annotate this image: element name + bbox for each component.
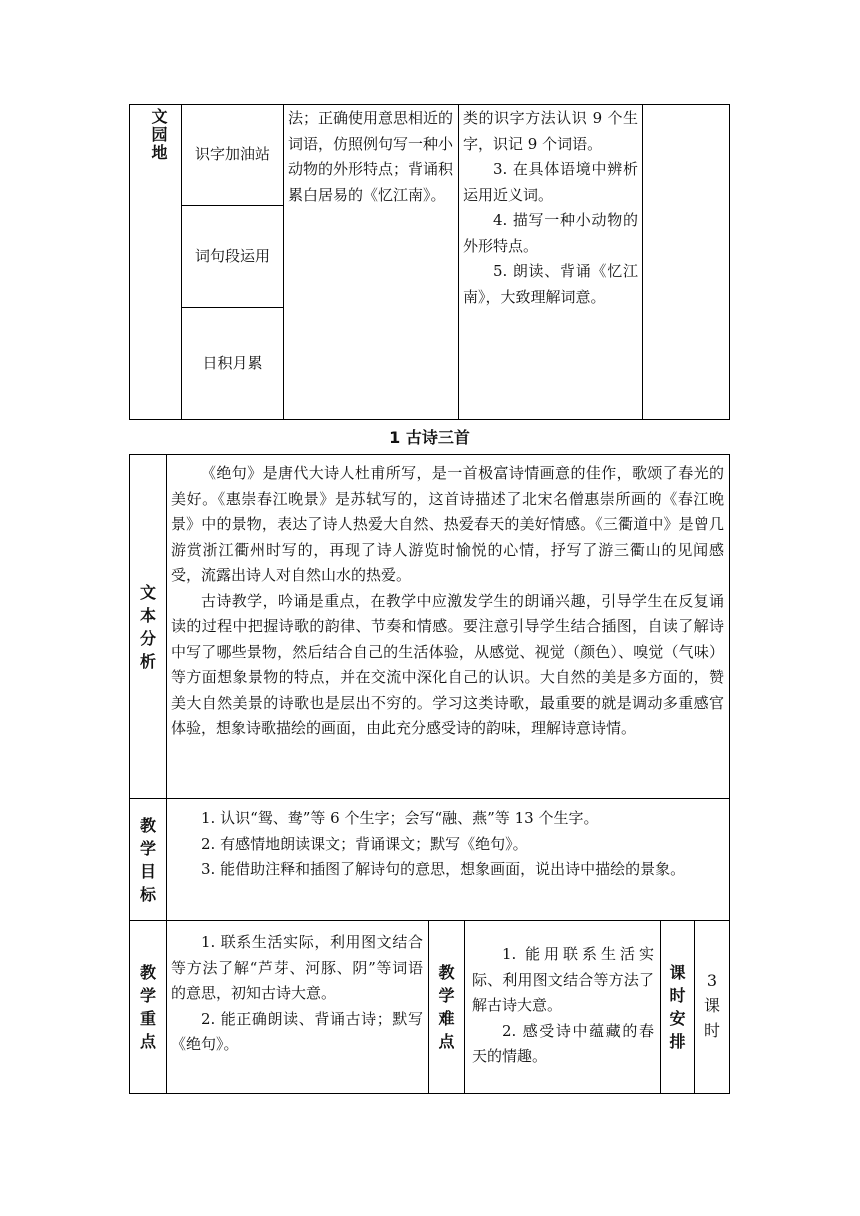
col4-para: 4. 描写一种小动物的外形特点。 (463, 211, 638, 255)
key-point-item: 2. 能正确朗读、背诵古诗；默写《绝句》。 (171, 1009, 423, 1053)
col4-para: 3. 在具体语境中辨析运用近义词。 (463, 160, 638, 204)
text-analysis-para: 《绝句》是唐代大诗人杜甫所写，是一首极富诗情画意的佳作，歌颂了春光的美好。《惠崇春江晚景》是苏轼写的，这首诗描述了北宋名僧惠崇所画的《春江晚景》中的景物，表达了诗人热爱大自然、热爱春天的美好情感。《三衢道中》是曾几游赏浙江衢州时写的，再现了诗人游览时愉悦的心情，抒写了游三衢山的见闻感受，流露出诗人对自然山水的热爱。 (171, 464, 724, 584)
row-label-literacy: 识字加油站 (194, 145, 270, 164)
row-label-daily: 日积月累 (202, 353, 263, 372)
key-points-label-cell (130, 921, 166, 1093)
col4-para: 5. 朗读、背诵《忆江南》，大致理解词意。 (463, 262, 638, 306)
schedule-label: 课时安排 (669, 963, 686, 1051)
text-analysis-label: 文本分析 (139, 582, 156, 671)
row-label-sentence: 词句段运用 (194, 246, 270, 265)
difficulties-label: 教学难点 (438, 963, 455, 1051)
teaching-goals-label-cell (130, 799, 166, 920)
key-point-item: 1. 联系生活实际，利用图文结合等方法了解“芦芽、河豚、阴”等词语的意思，初知古诗大意。 (171, 933, 423, 1002)
teaching-goals-content (171, 806, 724, 883)
goal-item: 1. 认识“鸳、鸯”等 6 个生字；会写“融、燕”等 13 个生字。 (201, 809, 599, 827)
col4-content (463, 106, 638, 310)
col4-para: 类的识字方法认识 9 个生字，识记 9 个词语。 (463, 109, 638, 153)
key-points-content (171, 930, 423, 1058)
difficulties-label-cell (429, 921, 464, 1093)
text-analysis-content (171, 461, 724, 742)
goal-item: 2. 有感情地朗读课文；背诵课文；默写《绝句》。 (201, 834, 528, 853)
schedule-value-cell (695, 968, 729, 1043)
teaching-goals-label: 教学目标 (139, 815, 156, 904)
schedule-value: 3 课时 (703, 971, 720, 1040)
difficulty-item: 2. 感受诗中蕴藏的春天的情趣。 (472, 1021, 654, 1065)
text-analysis-para: 古诗教学，吟诵是重点，在教学中应激发学生的朗诵兴趣，引导学生在反复诵读的过程中把握诗歌的韵律、节奏和情感。要注意引导学生结合插图，自读了解诗中写了哪些景物，然后结合自己的生活体验，从感觉、视觉（颜色）、嗅觉（气味）等方面想象景物的特点，并在交流中深化自己的认识。大自然的美是多方面的，赞美大自然美景的诗歌也是层出不穷的。学习这类诗歌，最重要的就是调动多重感官体验，想象诗歌描绘的画面，由此充分感受诗的韵味，理解诗意诗情。 (171, 591, 724, 737)
col3-content: 法；正确使用意思相近的词语，仿照例句写一种小动物的外形特点；背诵积累白居易的《忆江南》。 (288, 109, 454, 204)
difficulties-content (472, 942, 654, 1070)
schedule-label-cell (661, 921, 694, 1093)
difficulty-item: 1. 能用联系生活实际、利用图文结合等方法了解古诗大意。 (472, 945, 654, 1014)
text-analysis-label-cell (130, 455, 166, 798)
category-label: 文园地 (149, 108, 168, 162)
lesson-title: 1 古诗三首 (389, 428, 470, 447)
key-points-label: 教学重点 (139, 963, 156, 1051)
goal-item: 3. 能借助注释和插图了解诗句的意思，想象画面，说出诗中描绘的景象。 (201, 860, 686, 878)
